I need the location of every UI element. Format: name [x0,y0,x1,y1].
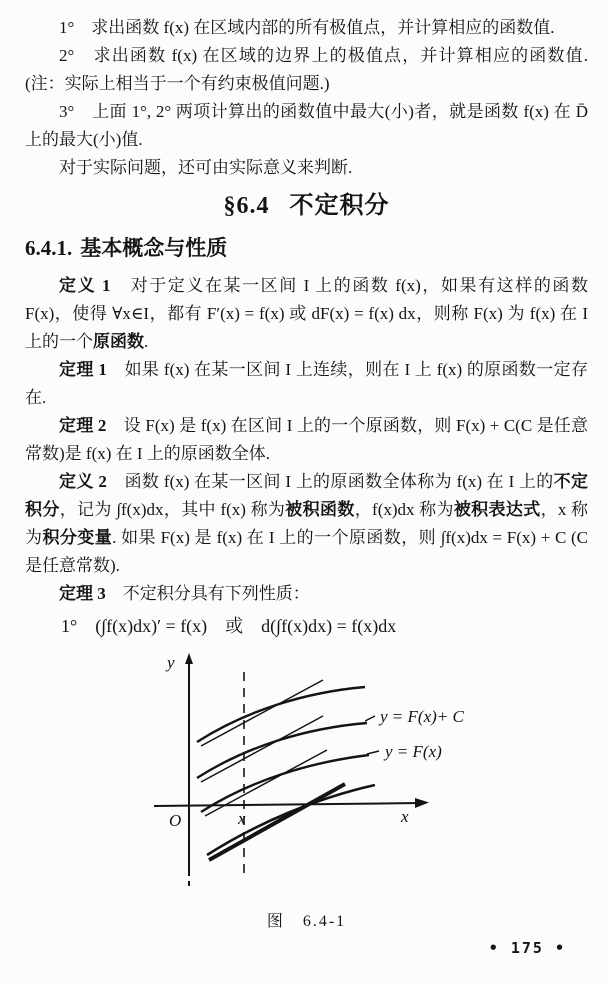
figure-caption: 图 6.4-1 [266,913,347,930]
paragraph-step-2 [25,42,588,98]
paragraph-conclusion [25,154,588,182]
paragraph-theorem-2 [25,412,588,468]
definition-1-label: 定义 1 [59,276,111,295]
theorem-3-text: 不定积分具有下列性质： [105,584,310,603]
figure-6-4-1 [25,650,588,898]
definition-2-text-1: 函数 f(x) 在某一区间 I 上的原函数全体称为 f(x) 在 I 上的 [106,472,554,491]
definition-2-text-2: ，记为 ∫f(x)dx，其中 f(x) 称为 [59,500,286,519]
subsection-number: 6.4.1. [25,236,73,260]
step-2-text: 2° 求出函数 f(x) 在区域的边界上的极值点，并计算相应的函数值. (注：实际上相当于一个有约束极值问题.) [25,46,588,93]
term-integrand-expression: 被积表达式 [453,500,541,519]
x-axis-line [154,803,421,806]
page-number: • 175 • [488,939,566,957]
step-1-text: 1° 求出函数 f(x) 在区域内部的所有极值点，并计算相应的函数值. [59,18,555,37]
property-formula-1 [25,608,588,644]
conclusion-text: 对于实际问题，还可由实际意义来判断. [59,158,353,177]
paragraph-theorem-3 [25,580,588,608]
definition-2-text-4: ，x 称为 [25,500,589,547]
label-leader-lower [367,751,379,754]
x-point-label: x [238,809,246,828]
term-integration-variable: 积分变量 [42,528,113,547]
y-axis-label: y [167,653,175,672]
theorem-2-label: 定理 2 [59,416,107,435]
definition-2-text-3: ，f(x)dx 称为 [354,500,454,519]
x-axis-label: x [401,807,409,826]
step-3-text: 3° 上面 1°, 2° 两项计算出的函数值中最大(小)者，就是函数 f(x) 在 D̄ 上的最大(小)值. [25,102,588,149]
theorem-2-text: 设 F(x) 是 f(x) 在区间 I 上的一个原函数，则 F(x) + C(C 是任意常数)是 f(x) 在 I 上的原函数全体. [25,416,588,463]
term-indefinite-integral: 不定积分 [25,472,589,519]
paragraph-theorem-1 [25,356,588,412]
theorem-1-text: 如果 f(x) 在某一区间 I 上连续，则在 I 上 f(x) 的原函数一定存在. [25,360,588,407]
tangent-line-2 [201,716,323,782]
label-leader-upper [365,716,375,721]
figure-svg [97,650,567,894]
theorem-1-label: 定理 1 [59,360,107,379]
tangent-line-1 [201,680,323,746]
section-heading [25,190,588,222]
paragraph-step-3 [25,98,588,154]
section-number: §6.4 [223,193,270,219]
curve-lower-label: y = F(x) [385,742,442,761]
curve-upper-label: y = F(x)+ C [380,707,464,726]
origin-label: O [169,811,182,830]
paragraph-definition-2 [25,468,588,580]
definition-1-text: 对于定义在某一区间 I 上的函数 f(x)，如果有这样的函数 F(x)，使得 ∀x∈I，都有 F′(x) = f(x) 或 dF(x) = f(x) dx，则称 F(x) 为 f(x) 在 I 上的一个 [25,276,588,351]
term-integrand: 被积函数 [285,500,355,519]
y-axis-arrow-icon [185,653,193,664]
term-antiderivative: 原函数 [93,332,144,351]
definition-1-period: . [144,332,149,351]
paragraph-step-1 [25,14,588,42]
theorem-3-label: 定理 3 [59,584,106,603]
subsection-heading [25,234,588,262]
definition-2-label: 定义 2 [59,472,107,491]
property-1-text: 1° (∫f(x)dx)′ = f(x) 或 d(∫f(x)dx) = f(x)dx [61,616,397,636]
section-title: 不定积分 [289,193,390,219]
paragraph-definition-1 [25,272,588,356]
definition-2-text-5: . 如果 F(x) 是 f(x) 在 I 上的一个原函数，则 ∫f(x)dx = F(x) + C (C 是任意常数). [25,528,589,575]
x-axis-arrow-icon [415,798,429,808]
subsection-title: 基本概念与性质 [80,236,228,260]
